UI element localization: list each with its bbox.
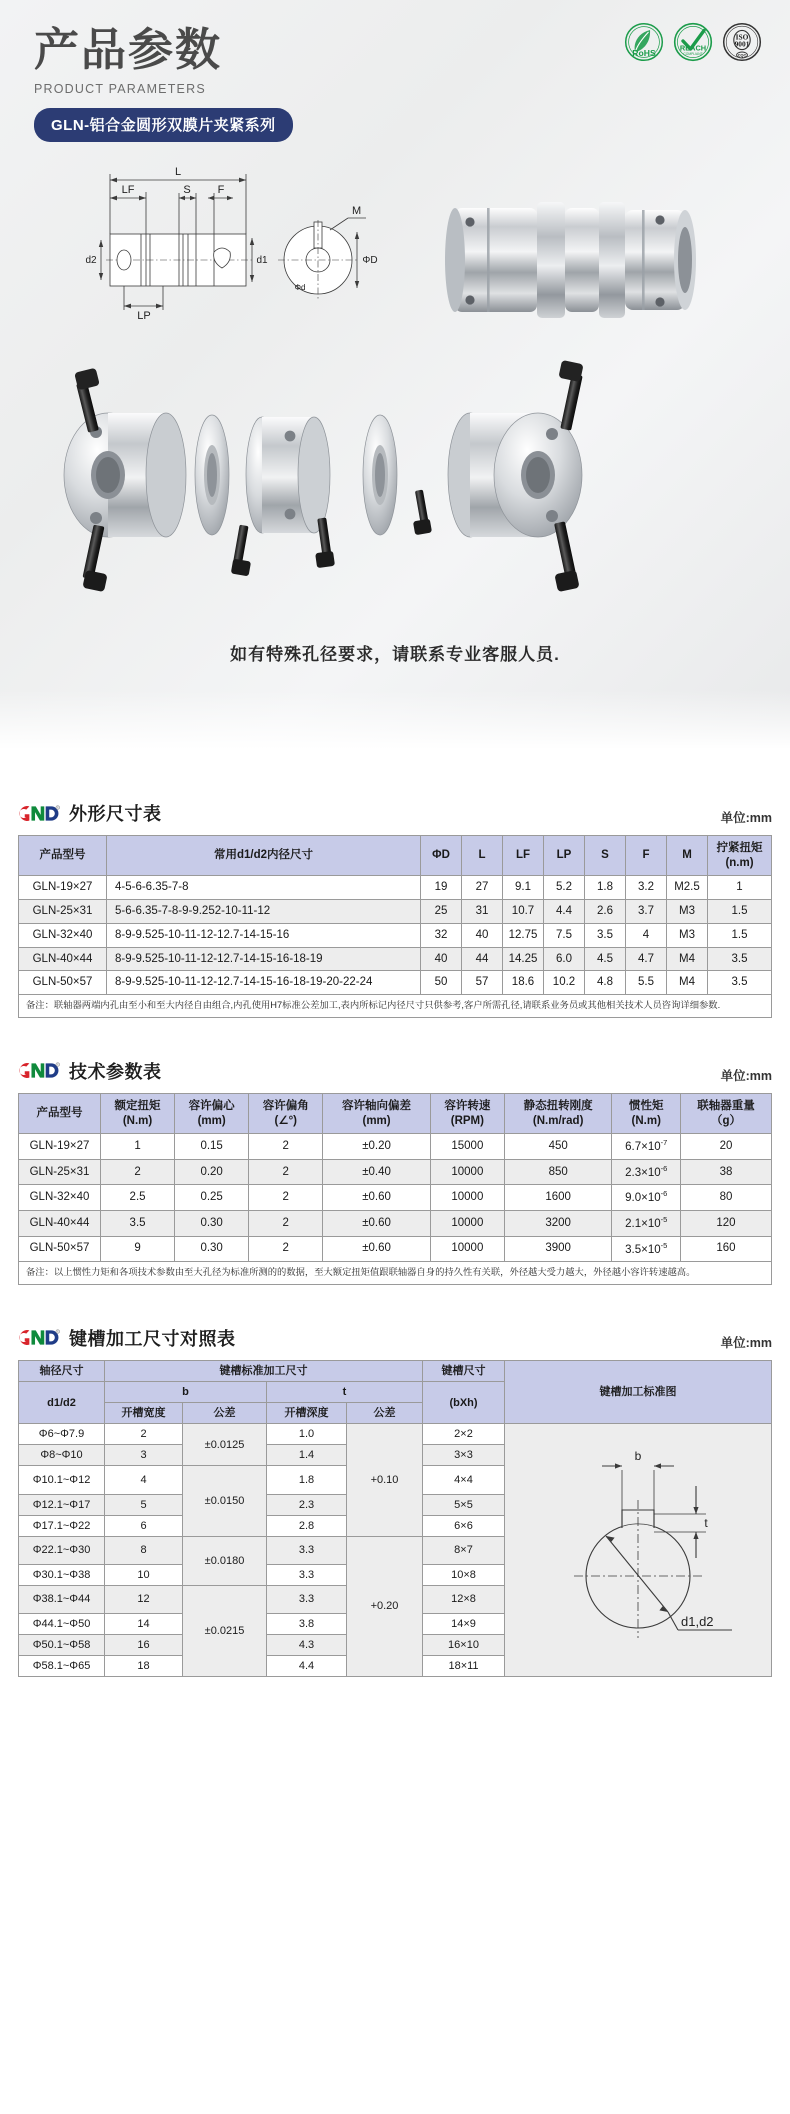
- cell-torsional-stiffness: 450: [504, 1134, 612, 1160]
- cell-max-speed: 10000: [430, 1236, 504, 1262]
- cell-lf: 9.1: [503, 876, 544, 900]
- col-shaft-diameter-group: 轴径尺寸: [19, 1360, 105, 1381]
- cell-bore: 8-9-9.525-10-11-12-12.7-14-15-16-18-19: [107, 947, 421, 971]
- cell-bore: 8-9-9.525-10-11-12-12.7-14-15-16: [107, 923, 421, 947]
- cell-phi-d: 40: [421, 947, 462, 971]
- svg-text:d1,d2: d1,d2: [681, 1614, 714, 1630]
- cell-t-tolerance: +0.20: [347, 1536, 423, 1677]
- cell-s: 2.6: [585, 900, 626, 924]
- cell-b: 5: [105, 1494, 183, 1515]
- cell-lf: 10.7: [503, 900, 544, 924]
- header-line-2: (N.m): [122, 1114, 153, 1127]
- svg-text:Φd: Φd: [294, 282, 306, 292]
- cell-rated-torque: 1: [101, 1134, 175, 1160]
- col-t-tolerance: 公差: [347, 1403, 423, 1424]
- cell-torque: 3.5: [708, 947, 772, 971]
- cell-f: 4: [626, 923, 667, 947]
- cell-bxh: 3×3: [423, 1445, 505, 1466]
- svg-text:LF: LF: [121, 183, 135, 196]
- bolt: [413, 489, 432, 535]
- table-row: [19, 1159, 772, 1185]
- cell-axial-deviation: ±0.20: [323, 1134, 431, 1160]
- cell-b-tolerance: ±0.0150: [183, 1466, 267, 1536]
- col-f: F: [626, 836, 667, 876]
- left-hub: [64, 413, 186, 537]
- col-rated-torque: [101, 1093, 175, 1133]
- cell-angular-deviation: 2: [249, 1185, 323, 1211]
- cell-l: 27: [462, 876, 503, 900]
- header-line-1: 额定扭矩: [114, 1099, 161, 1112]
- cell-bxh: 12×8: [423, 1585, 505, 1613]
- svg-text:b: b: [634, 1449, 642, 1464]
- header-line-1: 产品型号: [36, 1107, 83, 1120]
- keyway-figure-cell: [505, 1424, 772, 1677]
- cell-shaft: Φ50.1~Φ58: [19, 1635, 105, 1656]
- cell-t: 1.0: [267, 1424, 347, 1445]
- cell-max-speed: 10000: [430, 1159, 504, 1185]
- cell-b: 2: [105, 1424, 183, 1445]
- cell-shaft: Φ44.1~Φ50: [19, 1614, 105, 1635]
- cell-l: 40: [462, 923, 503, 947]
- cell-angular-deviation: 2: [249, 1211, 323, 1237]
- cell-bxh: 8×7: [423, 1536, 505, 1564]
- col-m: M: [667, 836, 708, 876]
- cell-s: 4.8: [585, 971, 626, 995]
- cell-b: 16: [105, 1635, 183, 1656]
- cell-axial-deviation: ±0.60: [323, 1211, 431, 1237]
- cell-angular-deviation: 2: [249, 1159, 323, 1185]
- col-moment-of-inertia: [612, 1093, 681, 1133]
- header-line-1: 静态扭转刚度: [523, 1099, 593, 1112]
- cell-shaft: Φ6~Φ7.9: [19, 1424, 105, 1445]
- cell-model: GLN-25×31: [19, 900, 107, 924]
- cell-s: 4.5: [585, 947, 626, 971]
- section-title: 外形尺寸表: [69, 804, 162, 824]
- cell-axial-deviation: ±0.60: [323, 1236, 431, 1262]
- cell-lf: 12.75: [503, 923, 544, 947]
- cell-f: 5.5: [626, 971, 667, 995]
- cell-l: 57: [462, 971, 503, 995]
- cell-bxh: 10×8: [423, 1564, 505, 1585]
- cell-phi-d: 50: [421, 971, 462, 995]
- page-subtitle: PRODUCT PARAMETERS: [34, 81, 206, 96]
- cell-m: M4: [667, 971, 708, 995]
- cell-l: 44: [462, 947, 503, 971]
- svg-text:COMPLIANT: COMPLIANT: [683, 52, 703, 56]
- cell-model: GLN-19×27: [19, 1134, 101, 1160]
- col-bxh: (bXh): [423, 1382, 505, 1424]
- cell-model: GLN-32×40: [19, 923, 107, 947]
- col-axial-deviation: [323, 1093, 431, 1133]
- dimension-table: [18, 835, 772, 1018]
- table-row: [19, 971, 772, 995]
- technical-parameter-table: [18, 1093, 772, 1285]
- cell-rated-torque: 3.5: [101, 1211, 175, 1237]
- cell-moment-of-inertia: $2.3\times 10^{-6}$: [612, 1159, 681, 1185]
- series-badge: GLN-铝合金圆形双膜片夹紧系列: [34, 108, 293, 142]
- cell-bxh: 6×6: [423, 1515, 505, 1536]
- cell-bxh: 4×4: [423, 1466, 505, 1494]
- cell-weight: 20: [680, 1134, 771, 1160]
- cell-f: 3.7: [626, 900, 667, 924]
- cell-lp: 6.0: [544, 947, 585, 971]
- cell-lp: 10.2: [544, 971, 585, 995]
- cell-shaft: Φ12.1~Φ17: [19, 1494, 105, 1515]
- col-angular-deviation: [249, 1093, 323, 1133]
- unit-label: 单位:mm: [720, 1335, 772, 1350]
- membrane-disc: [363, 415, 397, 535]
- cell-torsional-stiffness: 850: [504, 1159, 612, 1185]
- cell-eccentricity: 0.20: [175, 1159, 249, 1185]
- dimension-table-section: [0, 800, 790, 1018]
- cell-weight: 38: [680, 1159, 771, 1185]
- unit-label: 单位:mm: [720, 811, 772, 825]
- col-keyway-standard-group: 键槽标准加工尺寸: [105, 1360, 423, 1381]
- cell-eccentricity: 0.30: [175, 1211, 249, 1237]
- col-bore: 常用d1/d2内径尺寸: [107, 836, 421, 876]
- cell-bore: 5-6-6.35-7-8-9-9.252-10-11-12: [107, 900, 421, 924]
- header-line-2: (RPM): [450, 1114, 484, 1127]
- dimension-table-body: [19, 876, 772, 1017]
- cell-shaft: Φ8~Φ10: [19, 1445, 105, 1466]
- cell-l: 31: [462, 900, 503, 924]
- cell-model: GLN-40×44: [19, 947, 107, 971]
- torque-line-1: 拧紧扭矩: [716, 842, 763, 854]
- table-note: 备注：以上惯性力矩和各项技术参数由至大孔径为标准所测的的数据，至大额定扭矩值跟联轴器自身的持久性有关联，外径越大受力越大，外径越小容许转速越高。: [19, 1262, 772, 1285]
- table-header-row: [19, 836, 772, 876]
- svg-text:CQC: CQC: [737, 53, 747, 58]
- cell-torque: 1: [708, 876, 772, 900]
- cell-t: 4.4: [267, 1656, 347, 1677]
- svg-text:M: M: [352, 204, 362, 217]
- cell-t: 3.8: [267, 1614, 347, 1635]
- section-header: [18, 800, 772, 826]
- col-keyway-figure-header: 键槽加工标准图: [505, 1360, 772, 1423]
- col-lp: LP: [544, 836, 585, 876]
- svg-text:RoHS: RoHS: [632, 47, 656, 58]
- cell-lp: 7.5: [544, 923, 585, 947]
- cell-b: 14: [105, 1614, 183, 1635]
- cell-shaft: Φ38.1~Φ44: [19, 1585, 105, 1613]
- cell-t-tolerance: +0.10: [347, 1424, 423, 1536]
- col-eccentricity: [175, 1093, 249, 1133]
- page-title: 产品参数: [34, 24, 223, 75]
- col-slot-width: 开槽宽度: [105, 1403, 183, 1424]
- cell-bxh: 2×2: [423, 1424, 505, 1445]
- cell-weight: 80: [680, 1185, 771, 1211]
- col-tightening-torque: [708, 836, 772, 876]
- cell-lf: 14.25: [503, 947, 544, 971]
- svg-text:L: L: [174, 165, 182, 178]
- svg-text:9001: 9001: [734, 39, 750, 49]
- svg-text:S: S: [183, 183, 191, 196]
- keyway-table-section: [0, 1325, 790, 1677]
- cell-model: GLN-40×44: [19, 1211, 101, 1237]
- exploded-view-illustration: [0, 340, 790, 610]
- cell-lp: 4.4: [544, 900, 585, 924]
- col-d1-d2: d1/d2: [19, 1382, 105, 1424]
- header-line-1: 惯性矩: [628, 1099, 664, 1112]
- svg-text:LP: LP: [137, 309, 151, 322]
- section-title: 技术参数表: [69, 1061, 162, 1082]
- col-weight: [680, 1093, 771, 1133]
- keyway-diagram: [540, 1424, 736, 1672]
- header-line-2: (N.m/rad): [532, 1114, 584, 1127]
- section-header: [18, 1058, 772, 1084]
- table-note-row: [19, 995, 772, 1018]
- table-row: [19, 947, 772, 971]
- hero-fade: [0, 690, 790, 760]
- col-phi-d: ΦD: [421, 836, 462, 876]
- certification-marks: [624, 22, 762, 62]
- cell-shaft: Φ30.1~Φ38: [19, 1564, 105, 1585]
- cell-t: 4.3: [267, 1635, 347, 1656]
- cell-model: GLN-19×27: [19, 876, 107, 900]
- cell-torsional-stiffness: 1600: [504, 1185, 612, 1211]
- header-line-1: 容许转速: [444, 1099, 491, 1112]
- cell-t: 3.3: [267, 1564, 347, 1585]
- svg-text:d2: d2: [85, 254, 97, 266]
- svg-text:ΦD: ΦD: [362, 254, 378, 266]
- cell-axial-deviation: ±0.40: [323, 1159, 431, 1185]
- table-row: [19, 900, 772, 924]
- cell-t: 3.3: [267, 1585, 347, 1613]
- cell-bore: 8-9-9.525-10-11-12-12.7-14-15-16-18-19-20-22-24: [107, 971, 421, 995]
- col-model: [19, 1093, 101, 1133]
- cell-b: 8: [105, 1536, 183, 1564]
- table-header-row-1: [19, 1360, 772, 1381]
- table-row: [19, 876, 772, 900]
- cell-m: M2.5: [667, 876, 708, 900]
- col-b-tolerance: 公差: [183, 1403, 267, 1424]
- cell-eccentricity: 0.30: [175, 1236, 249, 1262]
- cell-moment-of-inertia: $3.5\times 10^{-5}$: [612, 1236, 681, 1262]
- iso9001-certification-icon: [722, 22, 762, 62]
- cell-f: 3.2: [626, 876, 667, 900]
- keyway-table-body: [19, 1424, 772, 1677]
- header-line-1: 容许轴向偏差: [342, 1099, 412, 1112]
- cell-model: GLN-50×57: [19, 971, 107, 995]
- header-line-1: 联轴器重量: [697, 1099, 755, 1112]
- cell-phi-d: 25: [421, 900, 462, 924]
- dimension-drawing: [0, 160, 790, 340]
- cell-b-tolerance: ±0.0215: [183, 1585, 267, 1676]
- cell-torque: 1.5: [708, 923, 772, 947]
- cell-rated-torque: 9: [101, 1236, 175, 1262]
- cell-f: 4.7: [626, 947, 667, 971]
- technical-parameter-section: [0, 1058, 790, 1285]
- cell-m: M4: [667, 947, 708, 971]
- cell-model: GLN-50×57: [19, 1236, 101, 1262]
- svg-text:REACH: REACH: [679, 43, 707, 53]
- col-torsional-stiffness: [504, 1093, 612, 1133]
- keyway-table: [18, 1360, 772, 1677]
- cell-moment-of-inertia: $2.1\times 10^{-5}$: [612, 1211, 681, 1237]
- hero-note: 如有特殊孔径要求，请联系专业客服人员.: [230, 645, 560, 664]
- cell-bxh: 5×5: [423, 1494, 505, 1515]
- svg-text:t: t: [704, 1516, 708, 1531]
- cell-s: 1.8: [585, 876, 626, 900]
- table-row: [19, 1236, 772, 1262]
- gnd-logo-icon: [18, 1327, 62, 1348]
- cell-weight: 160: [680, 1236, 771, 1262]
- cell-m: M3: [667, 923, 708, 947]
- reach-certification-icon: [673, 22, 713, 62]
- col-keyway-size-group: 键槽尺寸: [423, 1360, 505, 1381]
- col-max-speed: [430, 1093, 504, 1133]
- cell-lp: 5.2: [544, 876, 585, 900]
- table-note: 备注：联轴器两端内孔由至小和至大内径自由组合,内孔使用H7标准公差加工,表内所标记内径尺寸只供参考,客户所需孔径,请联系业务员或其他相关技术人员咨询详细参数.: [19, 995, 772, 1018]
- header-line-1: 容许偏角: [262, 1099, 309, 1112]
- svg-text:d1: d1: [256, 254, 268, 266]
- table-note-row: [19, 1262, 772, 1285]
- cell-max-speed: 10000: [430, 1211, 504, 1237]
- cell-torque: 3.5: [708, 971, 772, 995]
- unit-label: 单位:mm: [720, 1068, 772, 1083]
- cell-eccentricity: 0.25: [175, 1185, 249, 1211]
- cell-b: 10: [105, 1564, 183, 1585]
- cell-b-tolerance: ±0.0125: [183, 1424, 267, 1466]
- header-line-2: (mm): [362, 1114, 391, 1127]
- cell-moment-of-inertia: $6.7\times 10^{-7}$: [612, 1134, 681, 1160]
- cell-b-tolerance: ±0.0180: [183, 1536, 267, 1585]
- cell-m: M3: [667, 900, 708, 924]
- header-line-2: (∠°): [274, 1114, 298, 1127]
- cell-bxh: 14×9: [423, 1614, 505, 1635]
- section-header: [18, 1325, 772, 1351]
- header-line-2: (mm): [197, 1114, 226, 1127]
- cell-max-speed: 10000: [430, 1185, 504, 1211]
- cell-phi-d: 19: [421, 876, 462, 900]
- cell-b: 12: [105, 1585, 183, 1613]
- col-lf: LF: [503, 836, 544, 876]
- cell-weight: 120: [680, 1211, 771, 1237]
- cell-b: 6: [105, 1515, 183, 1536]
- header-line-2: （g）: [710, 1114, 741, 1127]
- svg-text:R: R: [56, 1063, 59, 1067]
- svg-text:F: F: [217, 183, 225, 196]
- cell-t: 2.3: [267, 1494, 347, 1515]
- cell-shaft: Φ17.1~Φ22: [19, 1515, 105, 1536]
- cell-shaft: Φ10.1~Φ12: [19, 1466, 105, 1494]
- cell-b: 3: [105, 1445, 183, 1466]
- cell-b: 18: [105, 1656, 183, 1677]
- cell-b: 4: [105, 1466, 183, 1494]
- cell-angular-deviation: 2: [249, 1236, 323, 1262]
- col-b-group: b: [105, 1382, 267, 1403]
- svg-text:ISO: ISO: [735, 32, 749, 42]
- col-l: L: [462, 836, 503, 876]
- svg-text:R: R: [56, 1331, 59, 1335]
- technical-parameter-table-body: [19, 1134, 772, 1285]
- cell-model: GLN-25×31: [19, 1159, 101, 1185]
- cell-phi-d: 32: [421, 923, 462, 947]
- table-row: [19, 923, 772, 947]
- cell-rated-torque: 2: [101, 1159, 175, 1185]
- col-s: S: [585, 836, 626, 876]
- cell-bxh: 18×11: [423, 1656, 505, 1677]
- cell-max-speed: 15000: [430, 1134, 504, 1160]
- cell-s: 3.5: [585, 923, 626, 947]
- table-row: [19, 1211, 772, 1237]
- hero-banner: [0, 0, 790, 760]
- cell-shaft: Φ58.1~Φ65: [19, 1656, 105, 1677]
- cell-angular-deviation: 2: [249, 1134, 323, 1160]
- cell-rated-torque: 2.5: [101, 1185, 175, 1211]
- gnd-logo-icon: [18, 1060, 62, 1081]
- cell-t: 1.8: [267, 1466, 347, 1494]
- col-t-group: t: [267, 1382, 423, 1403]
- rohs-certification-icon: [624, 22, 664, 62]
- cell-moment-of-inertia: $9.0\times 10^{-6}$: [612, 1185, 681, 1211]
- section-title: 键槽加工尺寸对照表: [69, 1328, 236, 1349]
- table-row: [19, 1185, 772, 1211]
- cell-torsional-stiffness: 3200: [504, 1211, 612, 1237]
- center-spacer: [246, 417, 330, 533]
- header-line-1: 容许偏心: [188, 1099, 235, 1112]
- cell-bxh: 16×10: [423, 1635, 505, 1656]
- col-model: 产品型号: [19, 836, 107, 876]
- membrane-disc: [195, 415, 229, 535]
- cell-axial-deviation: ±0.60: [323, 1185, 431, 1211]
- svg-text:R: R: [56, 806, 59, 810]
- cell-shaft: Φ22.1~Φ30: [19, 1536, 105, 1564]
- cell-t: 2.8: [267, 1515, 347, 1536]
- right-hub: [448, 413, 582, 537]
- cell-eccentricity: 0.15: [175, 1134, 249, 1160]
- cell-lf: 18.6: [503, 971, 544, 995]
- gnd-logo-icon: [18, 803, 62, 824]
- cell-torque: 1.5: [708, 900, 772, 924]
- col-slot-depth: 开槽深度: [267, 1403, 347, 1424]
- cell-torsional-stiffness: 3900: [504, 1236, 612, 1262]
- table-row: [19, 1424, 772, 1445]
- cell-bore: 4-5-6-6.35-7-8: [107, 876, 421, 900]
- torque-line-2: (n.m): [725, 856, 754, 869]
- table-header-row: [19, 1093, 772, 1133]
- cell-model: GLN-32×40: [19, 1185, 101, 1211]
- table-row: [19, 1134, 772, 1160]
- header-line-2: (N.m): [631, 1114, 661, 1127]
- cell-t: 3.3: [267, 1536, 347, 1564]
- cell-t: 1.4: [267, 1445, 347, 1466]
